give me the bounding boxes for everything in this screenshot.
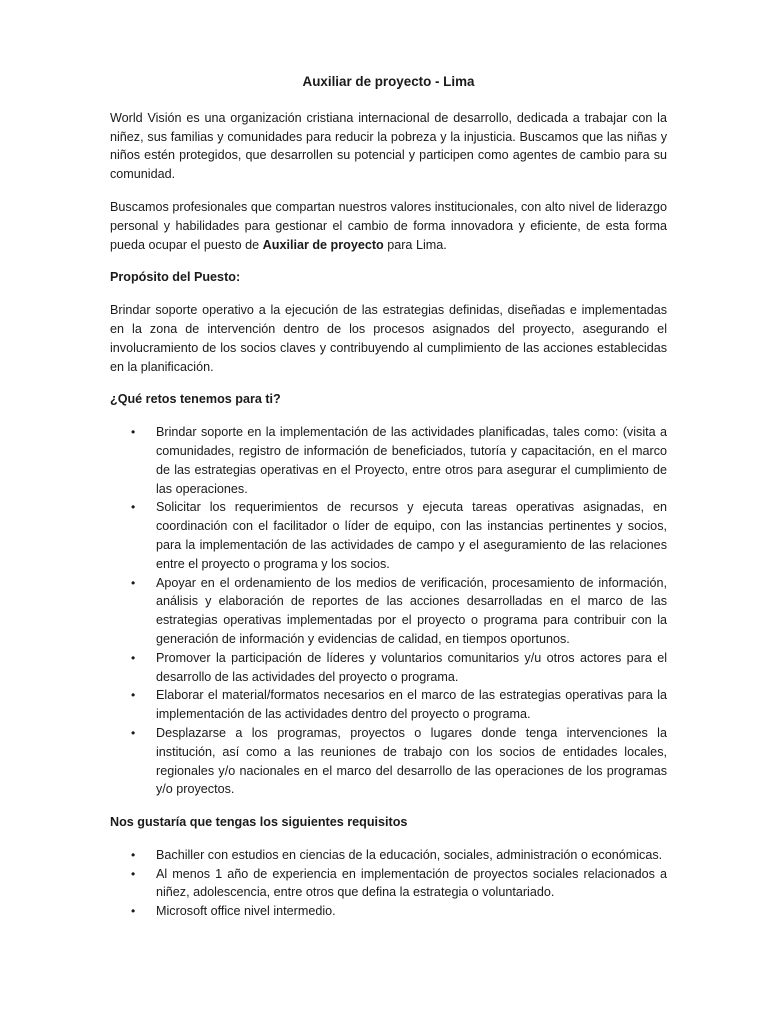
purpose-heading: Propósito del Puesto:: [110, 270, 241, 285]
list-item: [110, 423, 667, 498]
list-item-text: Apoyar en el ordenamiento de los medios de verificación, procesamiento de información, análisis y elaboración de reportes de las acciones desarrolladas en el marco de las estrategias operativas implementadas por el proyecto o programa para contribuir con la generación de información y evidencias de calidad, en tiempos oportunos.: [156, 575, 667, 646]
seeking-text-after: para Lima.: [383, 237, 447, 252]
bullet-icon: •: [131, 725, 136, 740]
list-item: [110, 686, 667, 724]
bullet-icon: •: [131, 425, 136, 440]
seeking-paragraph: [110, 198, 667, 254]
list-item-text: Microsoft office nivel intermedio.: [156, 904, 336, 919]
intro-paragraph: World Visión es una organización cristiana internacional de desarrollo, dedicada a trabajar con la niñez, sus familias y comunidades para reducir la pobreza y la injusticia. Buscamos que las niñas y niños estén protegidos, que desarrollen su potencial y participen como agentes de cambio para su comunidad.: [110, 110, 667, 182]
bullet-icon: •: [131, 866, 136, 881]
bullet-icon: •: [131, 904, 136, 919]
bullet-icon: •: [131, 575, 136, 590]
bullet-icon: •: [131, 688, 136, 703]
list-item: [110, 846, 667, 865]
list-item: [110, 574, 667, 649]
challenges-heading: ¿Qué retos tenemos para ti?: [110, 392, 281, 407]
requirements-heading: Nos gustaría que tengas los siguientes requisitos: [110, 815, 408, 830]
list-item-text: Promover la participación de líderes y voluntarios comunitarios y/u otros actores para el desarrollo de las actividades del proyecto o programa.: [156, 650, 667, 684]
bullet-icon: •: [131, 847, 136, 862]
list-item: [110, 865, 667, 903]
list-item-text: Bachiller con estudios en ciencias de la educación, sociales, administración o económicas.: [156, 847, 663, 862]
list-item-text: Elaborar el material/formatos necesarios en el marco de las estrategias operativas para la implementación de las actividades dentro del proyecto o programa.: [156, 688, 667, 722]
bullet-icon: •: [131, 500, 136, 515]
list-item: [110, 902, 667, 921]
bullet-icon: •: [131, 650, 136, 665]
challenges-list: [110, 423, 667, 799]
list-item-text: Solicitar los requerimientos de recursos y ejecuta tareas operativas asignadas, en coordinación con el facilitador o líder de equipo, con las instancias pertinentes y socios, para la implementación de las actividades de campo y el aseguramiento de las relaciones entre el proyecto o programa y los socios.: [156, 500, 667, 571]
document-title: Auxiliar de proyecto - Lima: [302, 74, 475, 89]
purpose-paragraph: Brindar soporte operativo a la ejecución de las estrategias definidas, diseñadas e implementadas en la zona de intervención dentro de los procesos asignados del proyecto, asegurando el involucramiento de los socios claves y contribuyendo al cumplimiento de las acciones establecidas en la planificación.: [110, 303, 667, 374]
seeking-position-bold: Auxiliar de proyecto: [262, 237, 384, 252]
seeking-text-before: Buscamos profesionales que compartan nuestros valores institucionales, con alto nivel de liderazgo personal y habilidades para gestionar el cambio de forma innovadora y eficiente, de esta forma pueda ocupar el puesto de: [110, 199, 667, 252]
list-item: [110, 724, 667, 799]
list-item: [110, 649, 667, 687]
list-item: [110, 498, 667, 573]
list-item-text: Brindar soporte en la implementación de las actividades planificadas, tales como: (visita a comunidades, registro de información de beneficiados, tutoría y capacitación, en el marco de las estrategias operativas en el Proyecto, entre otros para asegurar el cumplimiento de las operaciones.: [156, 425, 667, 496]
list-item-text: Desplazarse a los programas, proyectos o lugares donde tenga intervenciones la institución, así como a las reuniones de trabajo con los socios de entidades locales, regionales y/o nacionales en el marco del desarrollo de las operaciones de los programas y/o proyectos.: [156, 725, 667, 797]
list-item-text: Al menos 1 año de experiencia en implementación de proyectos sociales relacionados a niñez, adolescencia, entre otros que defina la estrategia o voluntariado.: [156, 866, 667, 900]
requirements-list: [110, 846, 667, 921]
document-page: [110, 73, 667, 933]
